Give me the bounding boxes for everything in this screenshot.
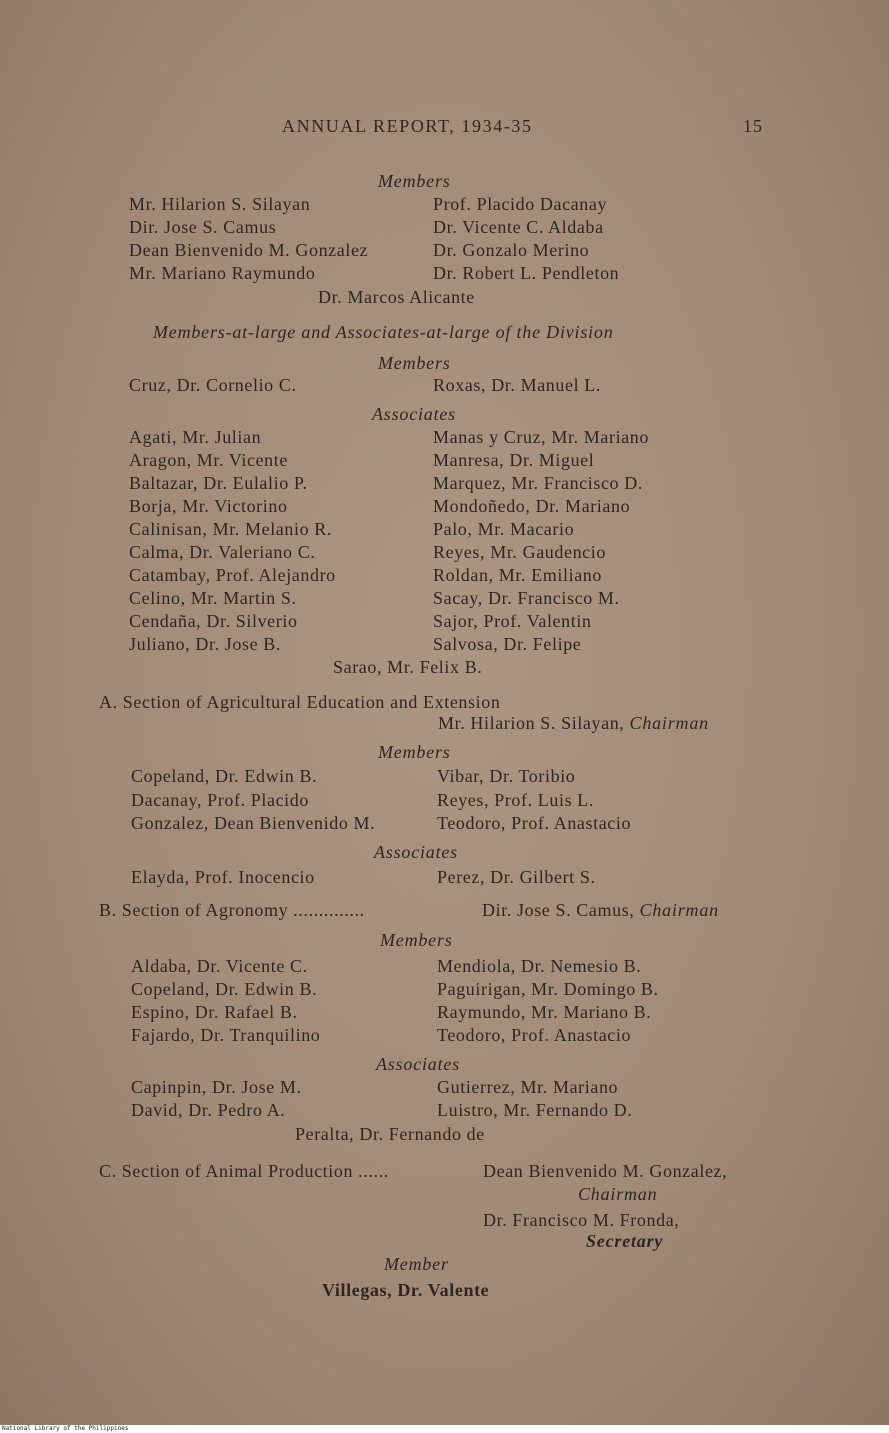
page-number: 15 [743, 116, 763, 136]
section-c-chair-name: Dean Bienvenido M. Gonzalez, [483, 1161, 728, 1181]
associate-name: Manresa, Dr. Miguel [433, 450, 595, 470]
footer-strip [0, 1425, 889, 1433]
member-name: Roxas, Dr. Manuel L. [433, 375, 601, 395]
member-name: Fajardo, Dr. Tranquilino [131, 1025, 321, 1045]
associates-heading: Associates [374, 842, 458, 862]
associate-name: Agati, Mr. Julian [129, 427, 262, 447]
members-heading: Members [378, 171, 451, 191]
associate-name: David, Dr. Pedro A. [131, 1100, 286, 1120]
associate-name: Palo, Mr. Macario [433, 519, 575, 539]
section-b-chair [482, 899, 719, 921]
running-header: ANNUAL REPORT, 1934-35 [282, 116, 533, 136]
associate-name: Roldan, Mr. Emiliano [433, 565, 602, 585]
associate-name: Salvosa, Dr. Felipe [433, 634, 582, 654]
section-c-chair-role: Chairman [578, 1184, 658, 1204]
member-name: Paguirigan, Mr. Domingo B. [437, 979, 659, 999]
associate-name: Reyes, Mr. Gaudencio [433, 542, 606, 562]
chair-role: Chairman [639, 900, 719, 920]
member-name: Gonzalez, Dean Bienvenido M. [131, 813, 376, 833]
member-name: Copeland, Dr. Edwin B. [131, 766, 318, 786]
member-name: Dr. Vicente C. Aldaba [433, 217, 604, 237]
member-name: Aldaba, Dr. Vicente C. [131, 956, 308, 976]
member-name: Dr. Gonzalo Merino [433, 240, 590, 260]
associate-name: Mondoñedo, Dr. Mariano [433, 496, 631, 516]
section-b-title: B. Section of Agronomy .............. [99, 900, 365, 920]
associate-name: Celino, Mr. Martin S. [129, 588, 297, 608]
member-name: Espino, Dr. Rafael B. [131, 1002, 298, 1022]
member-name: Raymundo, Mr. Mariano B. [437, 1002, 652, 1022]
associate-name: Manas y Cruz, Mr. Mariano [433, 427, 649, 447]
associate-name: Juliano, Dr. Jose B. [129, 634, 282, 654]
members-heading: Members [380, 930, 453, 950]
associate-name: Sajor, Prof. Valentin [433, 611, 592, 631]
section-c-secretary-role: Secretary [586, 1231, 664, 1251]
associate-name: Calma, Dr. Valeriano C. [129, 542, 316, 562]
section-a-chair [438, 712, 709, 734]
associate-name: Sacay, Dr. Francisco M. [433, 588, 620, 608]
member-name-centered: Dr. Marcos Alicante [318, 287, 475, 307]
section-a-title: A. Section of Agricultural Education and Extension [99, 692, 501, 712]
associate-name: Marquez, Mr. Francisco D. [433, 473, 643, 493]
chair-role: Chairman [629, 713, 709, 733]
member-name: Mr. Hilarion S. Silayan [129, 194, 311, 214]
member-name: Mendiola, Dr. Nemesio B. [437, 956, 642, 976]
associate-name: Baltazar, Dr. Eulalio P. [129, 473, 308, 493]
associate-name: Calinisan, Mr. Melanio R. [129, 519, 332, 539]
member-name: Teodoro, Prof. Anastacio [437, 1025, 632, 1045]
associate-name: Elayda, Prof. Inocencio [131, 867, 315, 887]
chair-name: Mr. Hilarion S. Silayan, [438, 713, 625, 733]
associates-heading: Associates [372, 404, 456, 424]
library-watermark: National Library of the Philippines [2, 1425, 129, 1432]
section-c-secretary-name: Dr. Francisco M. Fronda, [483, 1210, 680, 1230]
division-heading: Members-at-large and Associates-at-large of the Division [153, 322, 614, 342]
section-c-title: C. Section of Animal Production ...... [99, 1161, 389, 1181]
member-heading: Member [384, 1254, 449, 1274]
associate-name: Luistro, Mr. Fernando D. [437, 1100, 633, 1120]
associate-name: Borja, Mr. Victorino [129, 496, 288, 516]
associate-name: Gutierrez, Mr. Mariano [437, 1077, 619, 1097]
associate-name: Aragon, Mr. Vicente [129, 450, 288, 470]
member-name: Villegas, Dr. Valente [322, 1280, 490, 1300]
associate-name-centered: Sarao, Mr. Felix B. [333, 657, 483, 677]
member-name: Dr. Robert L. Pendleton [433, 263, 620, 283]
member-name: Copeland, Dr. Edwin B. [131, 979, 318, 999]
member-name: Reyes, Prof. Luis L. [437, 790, 594, 810]
chair-name: Dir. Jose S. Camus, [482, 900, 635, 920]
members-heading: Members [378, 742, 451, 762]
member-name: Vibar, Dr. Toribio [437, 766, 576, 786]
member-name: Mr. Mariano Raymundo [129, 263, 316, 283]
member-name: Dean Bienvenido M. Gonzalez [129, 240, 369, 260]
member-name: Prof. Placido Dacanay [433, 194, 608, 214]
member-name: Dir. Jose S. Camus [129, 217, 277, 237]
members-heading: Members [378, 353, 451, 373]
associate-name: Catambay, Prof. Alejandro [129, 565, 336, 585]
member-name: Teodoro, Prof. Anastacio [437, 813, 632, 833]
associate-name: Capinpin, Dr. Jose M. [131, 1077, 302, 1097]
associate-name-centered: Peralta, Dr. Fernando de [295, 1124, 485, 1144]
associates-heading: Associates [376, 1054, 460, 1074]
member-name: Dacanay, Prof. Placido [131, 790, 309, 810]
associate-name: Cendaña, Dr. Silverio [129, 611, 298, 631]
member-name: Cruz, Dr. Cornelio C. [129, 375, 297, 395]
associate-name: Perez, Dr. Gilbert S. [437, 867, 596, 887]
